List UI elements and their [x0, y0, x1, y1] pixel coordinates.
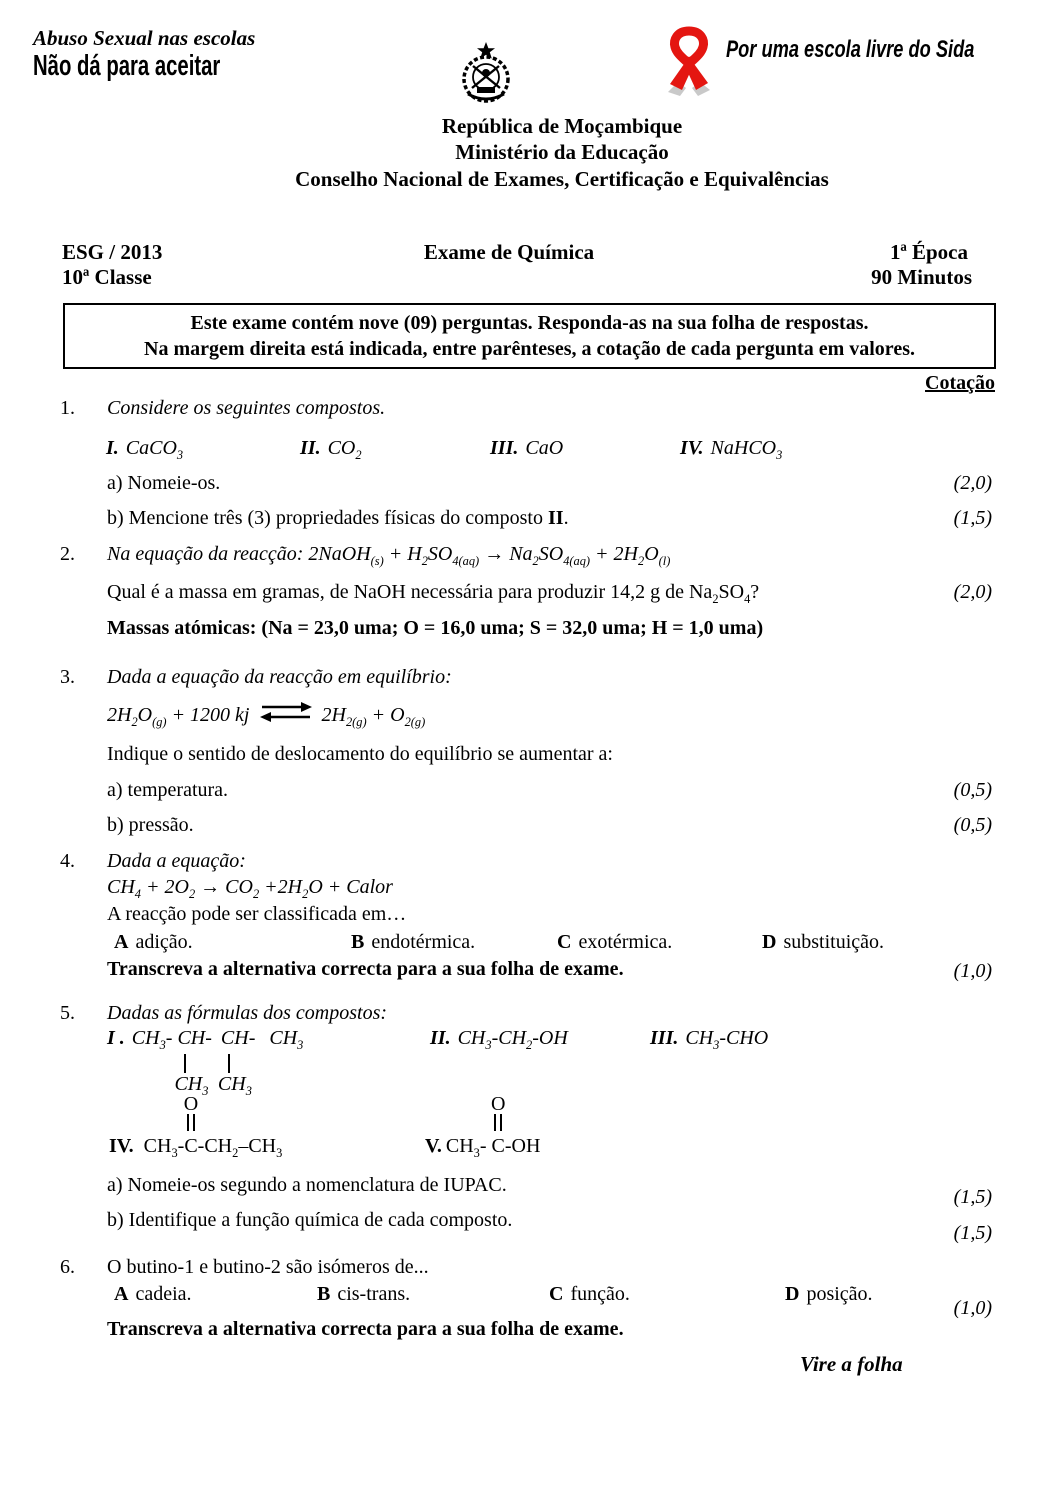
q5-compound-4-prefix: $CH_3-$: [143, 1135, 185, 1160]
q1-part-a-cotacao: (2,0): [953, 472, 992, 494]
q5-compound-1-tail: $CH_3$: [264, 1027, 304, 1052]
q5-compound-5-label: V.: [425, 1135, 442, 1157]
q6-option-a-text: cadeia.: [135, 1283, 192, 1305]
q4-prompt: A reacção pode ser classificada em…: [107, 903, 407, 925]
q5-compound-4-suffix: $-CH_2-CH_3$: [197, 1135, 283, 1160]
q4-option-a: [114, 931, 193, 954]
double-bond-line: [187, 1114, 195, 1131]
q2-atomic-masses: Massas atómicas: (Na = 23,0 uma; O = 16,0 uma; S = 32,0 uma; H = 1,0 uma): [107, 617, 764, 639]
q4-option-a-text: adição.: [135, 931, 193, 953]
q1-compound-2: [300, 437, 362, 460]
q2-question: Qual é a massa em gramas, de NaOH necessária para produzir 14,2 g de $Na_2SO_4$?: [107, 581, 760, 606]
carbonyl-carbon: C: [184, 1135, 198, 1157]
q6-option-c: [549, 1283, 630, 1306]
q1-compound-4-label: IV.: [680, 437, 704, 459]
q5-part-b-cotacao: (1,5): [953, 1222, 992, 1244]
exam-epoch: 1ª Época: [889, 240, 968, 264]
q5-compound-4-structure: [109, 1093, 283, 1160]
q1-compound-3-formula: CaO: [525, 437, 564, 459]
q5-part-a: a) Nomeie-os segundo a nomenclatura de IUPAC.: [107, 1174, 507, 1196]
mozambique-emblem-icon: [458, 42, 514, 112]
q5-compound-5-structure: [425, 1093, 541, 1160]
q6-intro: O butino-1 e butino-2 são isómeros de...: [107, 1256, 429, 1278]
q5-compound-3: [650, 1027, 768, 1050]
q4-equation: $CH_4 + 2O_2 \to CO_2 +2H_2O$ + Calor: [107, 876, 393, 901]
q4-option-b-letter: B: [351, 931, 365, 953]
q4-cotacao: (1,0): [953, 960, 992, 982]
notice-line2: Na margem direita está indicada, entre parênteses, a cotação de cada pergunta em valores.: [144, 338, 915, 360]
red-ribbon-icon: [656, 26, 722, 104]
q6-instruction: Transcreva a alternativa correcta para a sua folha de exame.: [107, 1318, 624, 1340]
q4-option-d: [762, 931, 884, 954]
carbonyl-oxygen: O: [183, 1093, 199, 1115]
q3-part-b: b) pressão.: [107, 814, 194, 836]
q5-branch2-text: CH-: [220, 1027, 256, 1049]
q1-part-b-text: b) Mencione três (3) propriedades físicas do composto: [107, 507, 548, 529]
q5-number: 5.: [60, 1002, 75, 1024]
q6-option-a-letter: A: [114, 1283, 129, 1305]
q6-option-a: [114, 1283, 192, 1306]
turn-page-note: Vire a folha: [800, 1352, 903, 1376]
q5-intro: Dadas as fórmulas dos compostos:: [107, 1002, 388, 1024]
q5-compound-3-formula: $CH_3$-CHO: [685, 1027, 769, 1052]
q3-part-b-cotacao: (0,5): [953, 814, 992, 836]
q5-compound-1-label: I .: [107, 1027, 125, 1049]
q6-cotacao: (1,0): [953, 1297, 992, 1319]
q5-compound-2-label: II.: [430, 1027, 451, 1049]
q5-compound-1-head: $CH_3-$: [131, 1027, 178, 1052]
q5-compound-5-suffix: -OH: [504, 1135, 541, 1157]
q5-compound-5-carbonyl: [490, 1093, 506, 1158]
q5-compound-4-carbonyl: [183, 1093, 199, 1158]
q6-option-b: [317, 1283, 410, 1306]
q5-part-b: b) Identifique a função química de cada composto.: [107, 1209, 513, 1231]
q1-compound-1-label: I.: [106, 437, 119, 459]
q5-compound-1-branch2: [217, 1027, 256, 1098]
q6-option-b-text: cis-trans.: [337, 1283, 411, 1305]
q5-compound-5-prefix: $CH_3-$: [445, 1135, 492, 1160]
q1-compound-2-formula: $CO_2$: [327, 437, 362, 462]
q4-option-a-letter: A: [114, 931, 129, 953]
q1-compound-1-formula: CaCO$_3$: [125, 437, 184, 462]
q1-number: 1.: [60, 397, 75, 419]
q4-number: 4.: [60, 850, 75, 872]
double-bond-line: [494, 1114, 502, 1131]
q5-branch1-text: CH-: [177, 1027, 212, 1049]
q1-compound-3-label: III.: [490, 437, 519, 459]
exam-code: ESG / 2013: [62, 240, 163, 264]
q4-option-d-text: substituição.: [783, 931, 884, 953]
q5-compound-1-branch1: [174, 1027, 212, 1098]
q5-branch2-substituent: $CH_3$: [217, 1073, 252, 1098]
exam-grade: 10ª Classe: [62, 265, 152, 289]
q6-option-c-letter: C: [549, 1283, 564, 1305]
notice-line1: Este exame contém nove (09) perguntas. Responda-as na sua folha de respostas.: [190, 312, 869, 334]
q1-compound-2-label: II.: [300, 437, 321, 459]
q1-intro: Considere os seguintes compostos.: [107, 397, 386, 419]
q1-compound-4-formula: NaHCO$_3$: [710, 437, 783, 462]
single-bond-line: [228, 1054, 230, 1073]
q6-option-d-text: posição.: [806, 1283, 873, 1305]
q4-option-c-text: exotérmica.: [578, 931, 673, 953]
carbonyl-carbon: C: [491, 1135, 505, 1157]
letterhead-line2: Ministério da Educação: [455, 140, 669, 164]
q3-part-a: a) temperatura.: [107, 779, 229, 801]
notice-box: [63, 303, 996, 369]
q6-option-d: [785, 1283, 873, 1306]
q5-compound-3-label: III.: [650, 1027, 679, 1049]
q5-compound-2: [430, 1027, 568, 1050]
letterhead-line3: Conselho Nacional de Exames, Certificação e Equivalências: [295, 167, 829, 191]
q6-number: 6.: [60, 1256, 75, 1278]
q3-number: 3.: [60, 666, 75, 688]
q1-compound-4: [680, 437, 782, 460]
letterhead-line1: República de Moçambique: [441, 114, 683, 138]
q4-instruction: Transcreva a alternativa correcta para a sua folha de exame.: [107, 958, 624, 980]
q3-part-a-cotacao: (0,5): [953, 779, 992, 801]
q6-option-d-letter: D: [785, 1283, 800, 1305]
q4-option-b-text: endotérmica.: [371, 931, 476, 953]
q2-equation: Na equação da reacção: 2NaOH$_{(s)}$ + $H_2SO_{4(aq)} \to Na_2SO_{4(aq)} + 2H_2O_{(l)}$: [107, 543, 671, 568]
equilibrium-arrows-icon: [260, 701, 312, 729]
campaign-slogan-bold: Não dá para aceitar: [33, 50, 221, 82]
q6-option-c-text: função.: [570, 1283, 630, 1305]
q4-option-c: [557, 931, 672, 954]
q1-part-b: [107, 507, 569, 530]
q4-option-c-letter: C: [557, 931, 572, 953]
exam-subject: Exame de Química: [423, 240, 595, 264]
single-bond-line: [184, 1054, 186, 1073]
aids-slogan: Por uma escola livre do Sida: [726, 36, 975, 63]
q3-equation-left: $2H_2O_{(g)} + 1200$ kj: [107, 703, 250, 729]
cotacao-header: Cotação: [925, 372, 995, 394]
q1-compound-3: [490, 437, 563, 460]
exam-duration: 90 Minutos: [871, 265, 972, 289]
campaign-slogan-script: Abuso Sexual nas escolas: [33, 26, 256, 50]
q4-option-b: [351, 931, 475, 954]
q5-compound-2-formula: $CH_3-CH_2-OH$: [457, 1027, 568, 1052]
q5-compound-1-structure: [107, 1027, 304, 1098]
q1-part-a: a) Nomeie-os.: [107, 472, 221, 494]
q3-equation-right: $2H_{2(g)} + O_{2(g)}$: [321, 703, 426, 729]
q5-part-a-cotacao: (1,5): [953, 1186, 992, 1208]
q3-equilibrium-equation: [107, 701, 425, 729]
q5-compound-4-label: IV.: [109, 1135, 134, 1157]
q2-number: 2.: [60, 543, 75, 565]
q3-intro: Dada a equação da reacção em equilíbrio:: [107, 666, 452, 688]
q2-cotacao: (2,0): [953, 581, 992, 603]
q4-intro: Dada a equação:: [107, 850, 246, 872]
q3-prompt: Indique o sentido de deslocamento do equilíbrio se aumentar a:: [107, 743, 613, 765]
q6-option-b-letter: B: [317, 1283, 331, 1305]
q1-part-b-end: .: [563, 507, 569, 529]
q4-option-d-letter: D: [762, 931, 777, 953]
q5-branch1-substituent: $CH_3$: [174, 1073, 209, 1098]
q1-part-b-cotacao: (1,5): [953, 507, 992, 529]
carbonyl-oxygen: O: [490, 1093, 506, 1115]
q1-compound-1: [106, 437, 183, 460]
q1-part-b-bold: II: [548, 507, 564, 529]
